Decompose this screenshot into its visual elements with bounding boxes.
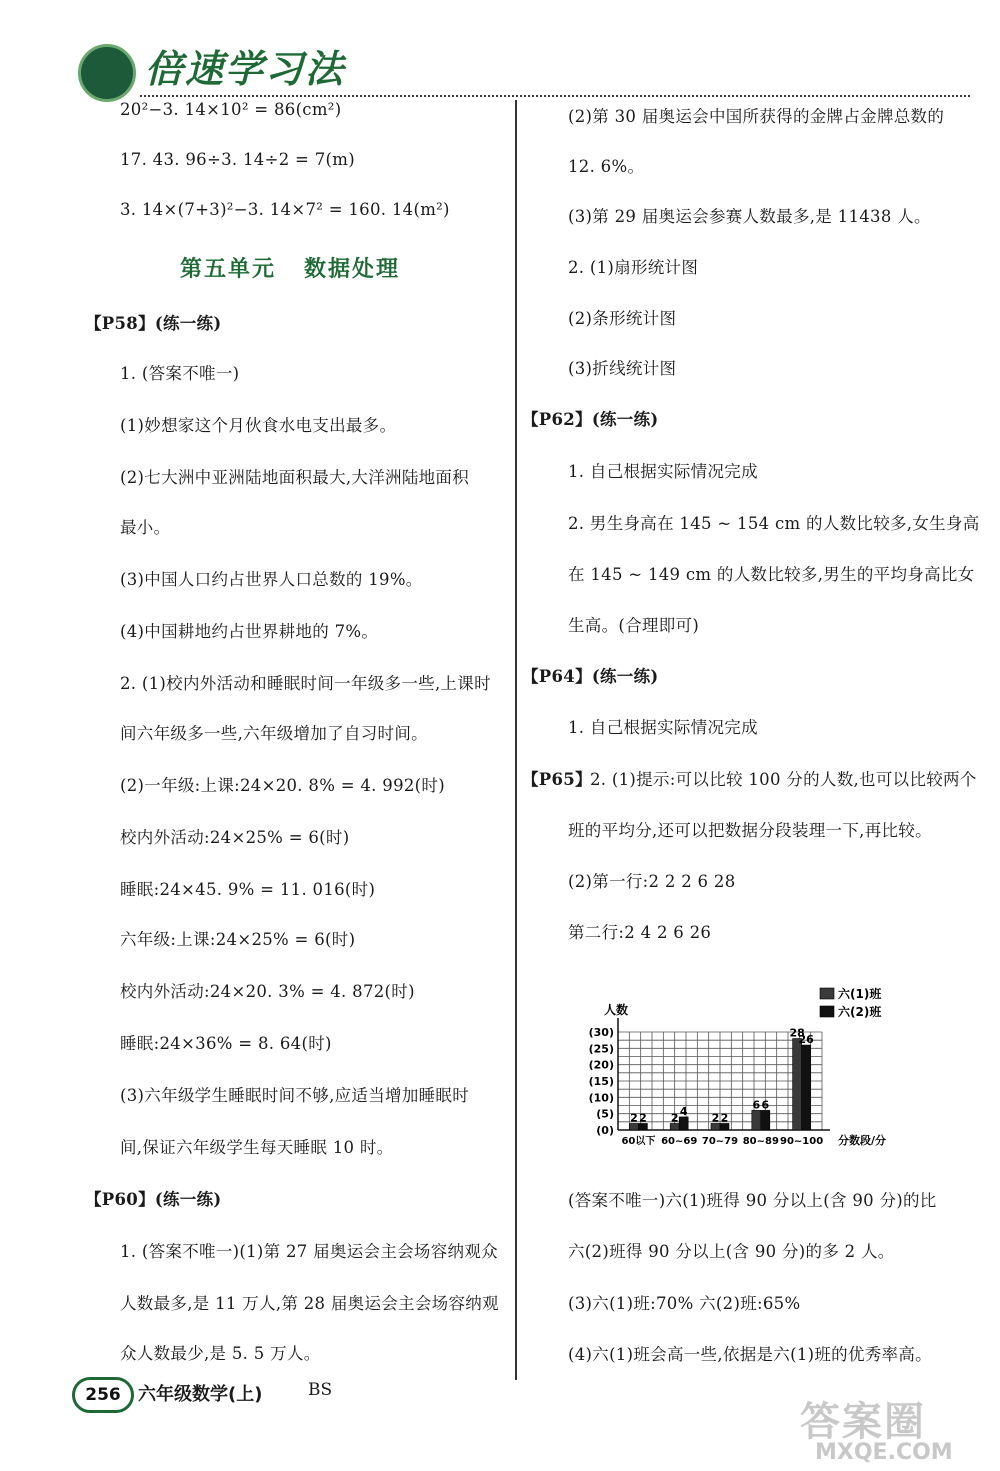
answer-line: (2)第一行:2 2 2 6 28 bbox=[568, 872, 736, 891]
legend-label: 六(2)班 bbox=[838, 1005, 882, 1019]
bar-value-label: 6 bbox=[761, 1098, 770, 1112]
answer-line: 校内外活动:24×25% = 6(时) bbox=[120, 828, 350, 847]
bar-value-label: 4 bbox=[679, 1104, 688, 1118]
bar bbox=[761, 1110, 770, 1130]
bar-value-label: 2 bbox=[720, 1111, 729, 1125]
y-tick-label: (5) bbox=[596, 1107, 614, 1121]
answer-line: (3)第 29 届奥运会参赛人数最多,是 11438 人。 bbox=[568, 207, 931, 226]
column-divider bbox=[515, 100, 517, 1380]
bar bbox=[802, 1045, 811, 1130]
y-tick-label: (0) bbox=[596, 1124, 614, 1137]
score-distribution-chart bbox=[560, 980, 940, 1160]
answer-line: 2. (1)校内外活动和睡眠时间一年级多一些,上课时 bbox=[120, 674, 491, 693]
answer-line: (答案不唯一)六(1)班得 90 分以上(含 90 分)的比 bbox=[568, 1191, 937, 1210]
bar-value-label: 6 bbox=[752, 1098, 761, 1112]
answer-line: 众人数最少,是 5. 5 万人。 bbox=[120, 1344, 321, 1363]
answer-line: 间,保证六年级学生每天睡眠 10 时。 bbox=[120, 1138, 394, 1157]
page-tag-p64: 【P64】(练一练) bbox=[522, 667, 659, 686]
y-tick-label: (25) bbox=[588, 1042, 614, 1056]
answer-line: 班的平均分,还可以把数据分段装理一下,再比较。 bbox=[568, 821, 932, 840]
page-tag-p62: 【P62】(练一练) bbox=[522, 410, 659, 429]
bar-value-label: 2 bbox=[630, 1111, 638, 1125]
formula-line: 3. 14×(7+3)²−3. 14×7² = 160. 14(m²) bbox=[120, 200, 450, 219]
publisher-logo bbox=[78, 44, 136, 102]
bar-value-label: 2 bbox=[670, 1111, 679, 1125]
y-tick-label: (15) bbox=[588, 1075, 614, 1088]
answer-line: 1. 自己根据实际情况完成 bbox=[568, 462, 758, 481]
answer-line: 2. (1)提示:可以比较 100 分的人数,也可以比较两个 bbox=[590, 770, 977, 789]
y-axis-label: 人数 bbox=[604, 1003, 629, 1017]
edition-code: BS bbox=[308, 1380, 333, 1400]
page-tag-p58: 【P58】(练一练) bbox=[85, 314, 222, 333]
answer-line: 12. 6%。 bbox=[568, 157, 645, 176]
legend-label: 六(1)班 bbox=[838, 987, 882, 1001]
answer-line: (3)六年级学生睡眠时间不够,应适当增加睡眠时 bbox=[120, 1086, 470, 1105]
answer-line: (1)妙想家这个月伙食水电支出最多。 bbox=[120, 416, 397, 435]
page-tag-p60: 【P60】(练一练) bbox=[85, 1190, 222, 1209]
watermark-logo: 答案圈 bbox=[800, 1399, 926, 1445]
bar-value-label: 28 bbox=[789, 1026, 805, 1040]
bar bbox=[793, 1039, 802, 1130]
book-series-title: 倍速学习法 bbox=[145, 47, 346, 91]
answer-line: 1. (答案不唯一) bbox=[120, 364, 240, 383]
page-number: 256 bbox=[72, 1377, 134, 1413]
answer-line: 2. (1)扇形统计图 bbox=[568, 258, 699, 277]
answer-17: 17. 43. 96÷3. 14÷2 = 7(m) bbox=[120, 150, 355, 169]
book-subject: 六年级数学(上) bbox=[138, 1384, 263, 1405]
bar-value-label: 2 bbox=[711, 1111, 720, 1125]
answer-line: 六年级:上课:24×25% = 6(时) bbox=[120, 930, 356, 949]
answer-line: 第二行:2 4 2 6 26 bbox=[568, 923, 712, 942]
unit-name: 数据处理 bbox=[304, 257, 401, 282]
x-tick-label: 60~69 bbox=[661, 1136, 698, 1147]
legend-swatch bbox=[820, 1006, 834, 1017]
answer-line: 1. 自己根据实际情况完成 bbox=[568, 718, 758, 737]
legend-swatch bbox=[820, 988, 834, 999]
watermark-site: MXQE.COM bbox=[815, 1440, 953, 1465]
y-tick-label: (10) bbox=[588, 1091, 614, 1105]
bar bbox=[752, 1110, 761, 1130]
unit-number: 第五单元 bbox=[180, 257, 277, 282]
x-tick-label: 80~89 bbox=[742, 1136, 779, 1147]
answer-line: 睡眠:24×36% = 8. 64(时) bbox=[120, 1034, 332, 1053]
answer-line: 1. (答案不唯一)(1)第 27 届奥运会主会场容纳观众 bbox=[120, 1242, 498, 1261]
unit-title bbox=[180, 252, 400, 283]
answer-line: 2. 男生身高在 145 ~ 154 cm 的人数比较多,女生身高 bbox=[568, 514, 980, 533]
formula-line: 20²−3. 14×10² = 86(cm²) bbox=[120, 100, 342, 119]
answer-line: (2)七大洲中亚洲陆地面积最大,大洋洲陆地面积 bbox=[120, 468, 470, 487]
page-tag-p65: 【P65】 bbox=[522, 770, 592, 789]
answer-line: (2)一年级:上课:24×20. 8% = 4. 992(时) bbox=[120, 776, 445, 795]
x-tick-label: 60以下 bbox=[621, 1136, 656, 1147]
answer-line: (2)条形统计图 bbox=[568, 309, 677, 328]
answer-line: 六(2)班得 90 分以上(含 90 分)的多 2 人。 bbox=[568, 1242, 895, 1261]
bar-value-label: 26 bbox=[798, 1033, 814, 1047]
answer-line: (3)六(1)班:70% 六(2)班:65% bbox=[568, 1294, 801, 1313]
answer-line: 间六年级多一些,六年级增加了自习时间。 bbox=[120, 724, 428, 743]
x-tick-label: 90~100 bbox=[780, 1136, 824, 1147]
x-tick-label: 70~79 bbox=[701, 1136, 739, 1147]
answer-line: (2)第 30 届奥运会中国所获得的金牌占金牌总数的 bbox=[568, 107, 945, 126]
answer-line: 生高。(合理即可) bbox=[568, 616, 700, 635]
answer-line: (3)折线统计图 bbox=[568, 359, 677, 378]
answer-line: (4)中国耕地约占世界耕地的 7%。 bbox=[120, 622, 379, 641]
bar-value-label: 2 bbox=[639, 1111, 647, 1125]
y-tick-label: (20) bbox=[588, 1058, 614, 1072]
answer-line: (4)六(1)班会高一些,依据是六(1)班的优秀率高。 bbox=[568, 1345, 932, 1364]
bar bbox=[679, 1117, 688, 1130]
answer-line: 最小。 bbox=[120, 518, 171, 537]
answer-line: 校内外活动:24×20. 3% = 4. 872(时) bbox=[120, 982, 415, 1001]
y-tick-label: (30) bbox=[588, 1026, 614, 1039]
header-rule bbox=[140, 95, 970, 97]
x-axis-label: 分数段/分 bbox=[837, 1134, 887, 1147]
answer-line: 睡眠:24×45. 9% = 11. 016(时) bbox=[120, 880, 376, 899]
answer-line: (3)中国人口约占世界人口总数的 19%。 bbox=[120, 570, 423, 589]
answer-line: 在 145 ~ 149 cm 的人数比较多,男生的平均身高比女 bbox=[568, 565, 975, 584]
answer-line: 人数最多,是 11 万人,第 28 届奥运会主会场容纳观 bbox=[120, 1294, 499, 1313]
